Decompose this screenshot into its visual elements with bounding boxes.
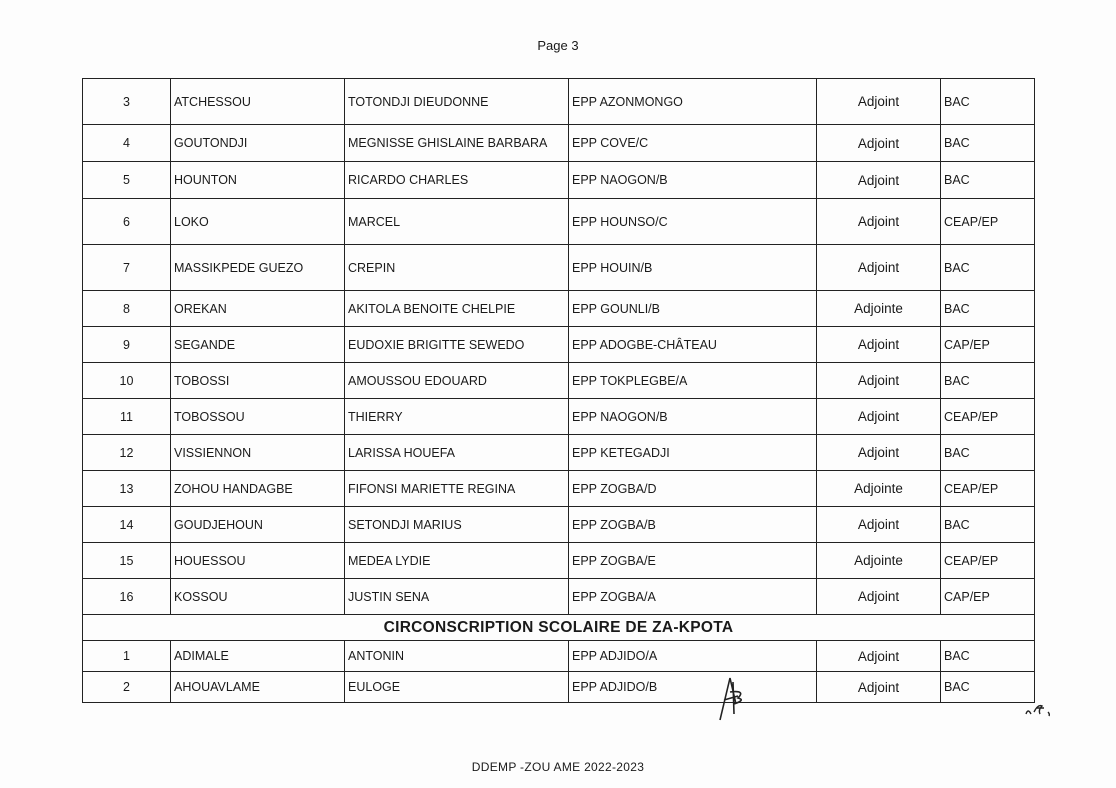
cell-diploma: BAC — [941, 291, 1035, 327]
cell-given-names: MEGNISSE GHISLAINE BARBARA — [345, 125, 569, 162]
roster-body — [83, 79, 1035, 703]
cell-school: EPP ZOGBA/A — [569, 579, 817, 615]
cell-given-names: MARCEL — [345, 199, 569, 245]
cell-surname: TOBOSSI — [171, 363, 345, 399]
table-row — [83, 245, 1035, 291]
table-row — [83, 327, 1035, 363]
cell-school: EPP ADJIDO/B — [569, 672, 817, 703]
cell-position: Adjointe — [817, 543, 941, 579]
cell-row-number: 13 — [83, 471, 171, 507]
cell-school: EPP AZONMONGO — [569, 79, 817, 125]
cell-school: EPP HOUNSO/C — [569, 199, 817, 245]
cell-given-names: CREPIN — [345, 245, 569, 291]
cell-position: Adjoint — [817, 125, 941, 162]
cell-school: EPP NAOGON/B — [569, 399, 817, 435]
cell-school: EPP HOUIN/B — [569, 245, 817, 291]
cell-position: Adjoint — [817, 507, 941, 543]
cell-school: EPP KETEGADJI — [569, 435, 817, 471]
table-row — [83, 641, 1035, 672]
cell-school: EPP ADJIDO/A — [569, 641, 817, 672]
signature-initials — [716, 674, 750, 722]
table-row — [83, 363, 1035, 399]
page-number: Page 3 — [537, 38, 579, 53]
cell-row-number: 4 — [83, 125, 171, 162]
cell-surname: ADIMALE — [171, 641, 345, 672]
cell-surname: TOBOSSOU — [171, 399, 345, 435]
table-row — [83, 162, 1035, 199]
cell-school: EPP ZOGBA/E — [569, 543, 817, 579]
cell-row-number: 6 — [83, 199, 171, 245]
section-title: CIRCONSCRIPTION SCOLAIRE DE ZA-KPOTA — [83, 615, 1035, 641]
cell-school: EPP ADOGBE-CHÂTEAU — [569, 327, 817, 363]
cell-surname: AHOUAVLAME — [171, 672, 345, 703]
cell-diploma: CEAP/EP — [941, 199, 1035, 245]
cell-given-names: FIFONSI MARIETTE REGINA — [345, 471, 569, 507]
cell-surname: GOUTONDJI — [171, 125, 345, 162]
cell-surname: SEGANDE — [171, 327, 345, 363]
cell-row-number: 7 — [83, 245, 171, 291]
cell-school: EPP NAOGON/B — [569, 162, 817, 199]
cell-given-names: JUSTIN SENA — [345, 579, 569, 615]
cell-surname: ATCHESSOU — [171, 79, 345, 125]
cell-row-number: 14 — [83, 507, 171, 543]
cell-surname: KOSSOU — [171, 579, 345, 615]
cell-position: Adjoint — [817, 199, 941, 245]
cell-surname: OREKAN — [171, 291, 345, 327]
table-row — [83, 507, 1035, 543]
cell-row-number: 8 — [83, 291, 171, 327]
roster-table — [82, 78, 1035, 703]
cell-position: Adjointe — [817, 291, 941, 327]
cell-given-names: TOTONDJI DIEUDONNE — [345, 79, 569, 125]
cell-row-number: 2 — [83, 672, 171, 703]
cell-given-names: EUDOXIE BRIGITTE SEWEDO — [345, 327, 569, 363]
cell-diploma: BAC — [941, 507, 1035, 543]
cell-position: Adjoint — [817, 399, 941, 435]
cell-diploma: CAP/EP — [941, 327, 1035, 363]
cell-position: Adjoint — [817, 672, 941, 703]
cell-row-number: 3 — [83, 79, 171, 125]
cell-row-number: 5 — [83, 162, 171, 199]
cell-diploma: BAC — [941, 125, 1035, 162]
footer-text: DDEMP -ZOU AME 2022-2023 — [471, 760, 645, 774]
table-row — [83, 471, 1035, 507]
cell-given-names: EULOGE — [345, 672, 569, 703]
cell-surname: MASSIKPEDE GUEZO — [171, 245, 345, 291]
cell-diploma: BAC — [941, 641, 1035, 672]
cell-surname: ZOHOU HANDAGBE — [171, 471, 345, 507]
cell-row-number: 10 — [83, 363, 171, 399]
cell-given-names: SETONDJI MARIUS — [345, 507, 569, 543]
cell-diploma: BAC — [941, 363, 1035, 399]
cell-surname: LOKO — [171, 199, 345, 245]
cell-school: EPP TOKPLEGBE/A — [569, 363, 817, 399]
cell-diploma: CAP/EP — [941, 579, 1035, 615]
cell-school: EPP ZOGBA/D — [569, 471, 817, 507]
table-row — [83, 291, 1035, 327]
cell-position: Adjoint — [817, 579, 941, 615]
cell-school: EPP GOUNLI/B — [569, 291, 817, 327]
cell-diploma: CEAP/EP — [941, 471, 1035, 507]
cell-row-number: 11 — [83, 399, 171, 435]
cell-row-number: 12 — [83, 435, 171, 471]
cell-position: Adjoint — [817, 435, 941, 471]
cell-diploma: BAC — [941, 162, 1035, 199]
cell-surname: GOUDJEHOUN — [171, 507, 345, 543]
cell-position: Adjoint — [817, 641, 941, 672]
cell-diploma: BAC — [941, 435, 1035, 471]
cell-row-number: 9 — [83, 327, 171, 363]
cell-diploma: CEAP/EP — [941, 399, 1035, 435]
cell-position: Adjoint — [817, 245, 941, 291]
cell-given-names: AMOUSSOU EDOUARD — [345, 363, 569, 399]
table-row — [83, 435, 1035, 471]
cell-given-names: LARISSA HOUEFA — [345, 435, 569, 471]
cell-diploma: BAC — [941, 79, 1035, 125]
cell-position: Adjoint — [817, 162, 941, 199]
cell-school: EPP ZOGBA/B — [569, 507, 817, 543]
table-row — [83, 399, 1035, 435]
table-row — [83, 125, 1035, 162]
section-row — [83, 615, 1035, 641]
cell-given-names: RICARDO CHARLES — [345, 162, 569, 199]
cell-diploma: CEAP/EP — [941, 543, 1035, 579]
cell-row-number: 1 — [83, 641, 171, 672]
table-row — [83, 579, 1035, 615]
cell-position: Adjoint — [817, 327, 941, 363]
cell-position: Adjoint — [817, 363, 941, 399]
cell-surname: VISSIENNON — [171, 435, 345, 471]
cell-position: Adjointe — [817, 471, 941, 507]
cell-school: EPP COVE/C — [569, 125, 817, 162]
cell-surname: HOUNTON — [171, 162, 345, 199]
cell-diploma: BAC — [941, 672, 1035, 703]
table-row — [83, 199, 1035, 245]
handwritten-mark — [1022, 694, 1056, 720]
table-row — [83, 79, 1035, 125]
cell-given-names: ANTONIN — [345, 641, 569, 672]
cell-row-number: 16 — [83, 579, 171, 615]
cell-surname: HOUESSOU — [171, 543, 345, 579]
table-row — [83, 672, 1035, 703]
cell-given-names: AKITOLA BENOITE CHELPIE — [345, 291, 569, 327]
cell-given-names: MEDEA LYDIE — [345, 543, 569, 579]
cell-position: Adjoint — [817, 79, 941, 125]
table-row — [83, 543, 1035, 579]
cell-row-number: 15 — [83, 543, 171, 579]
cell-diploma: BAC — [941, 245, 1035, 291]
cell-given-names: THIERRY — [345, 399, 569, 435]
